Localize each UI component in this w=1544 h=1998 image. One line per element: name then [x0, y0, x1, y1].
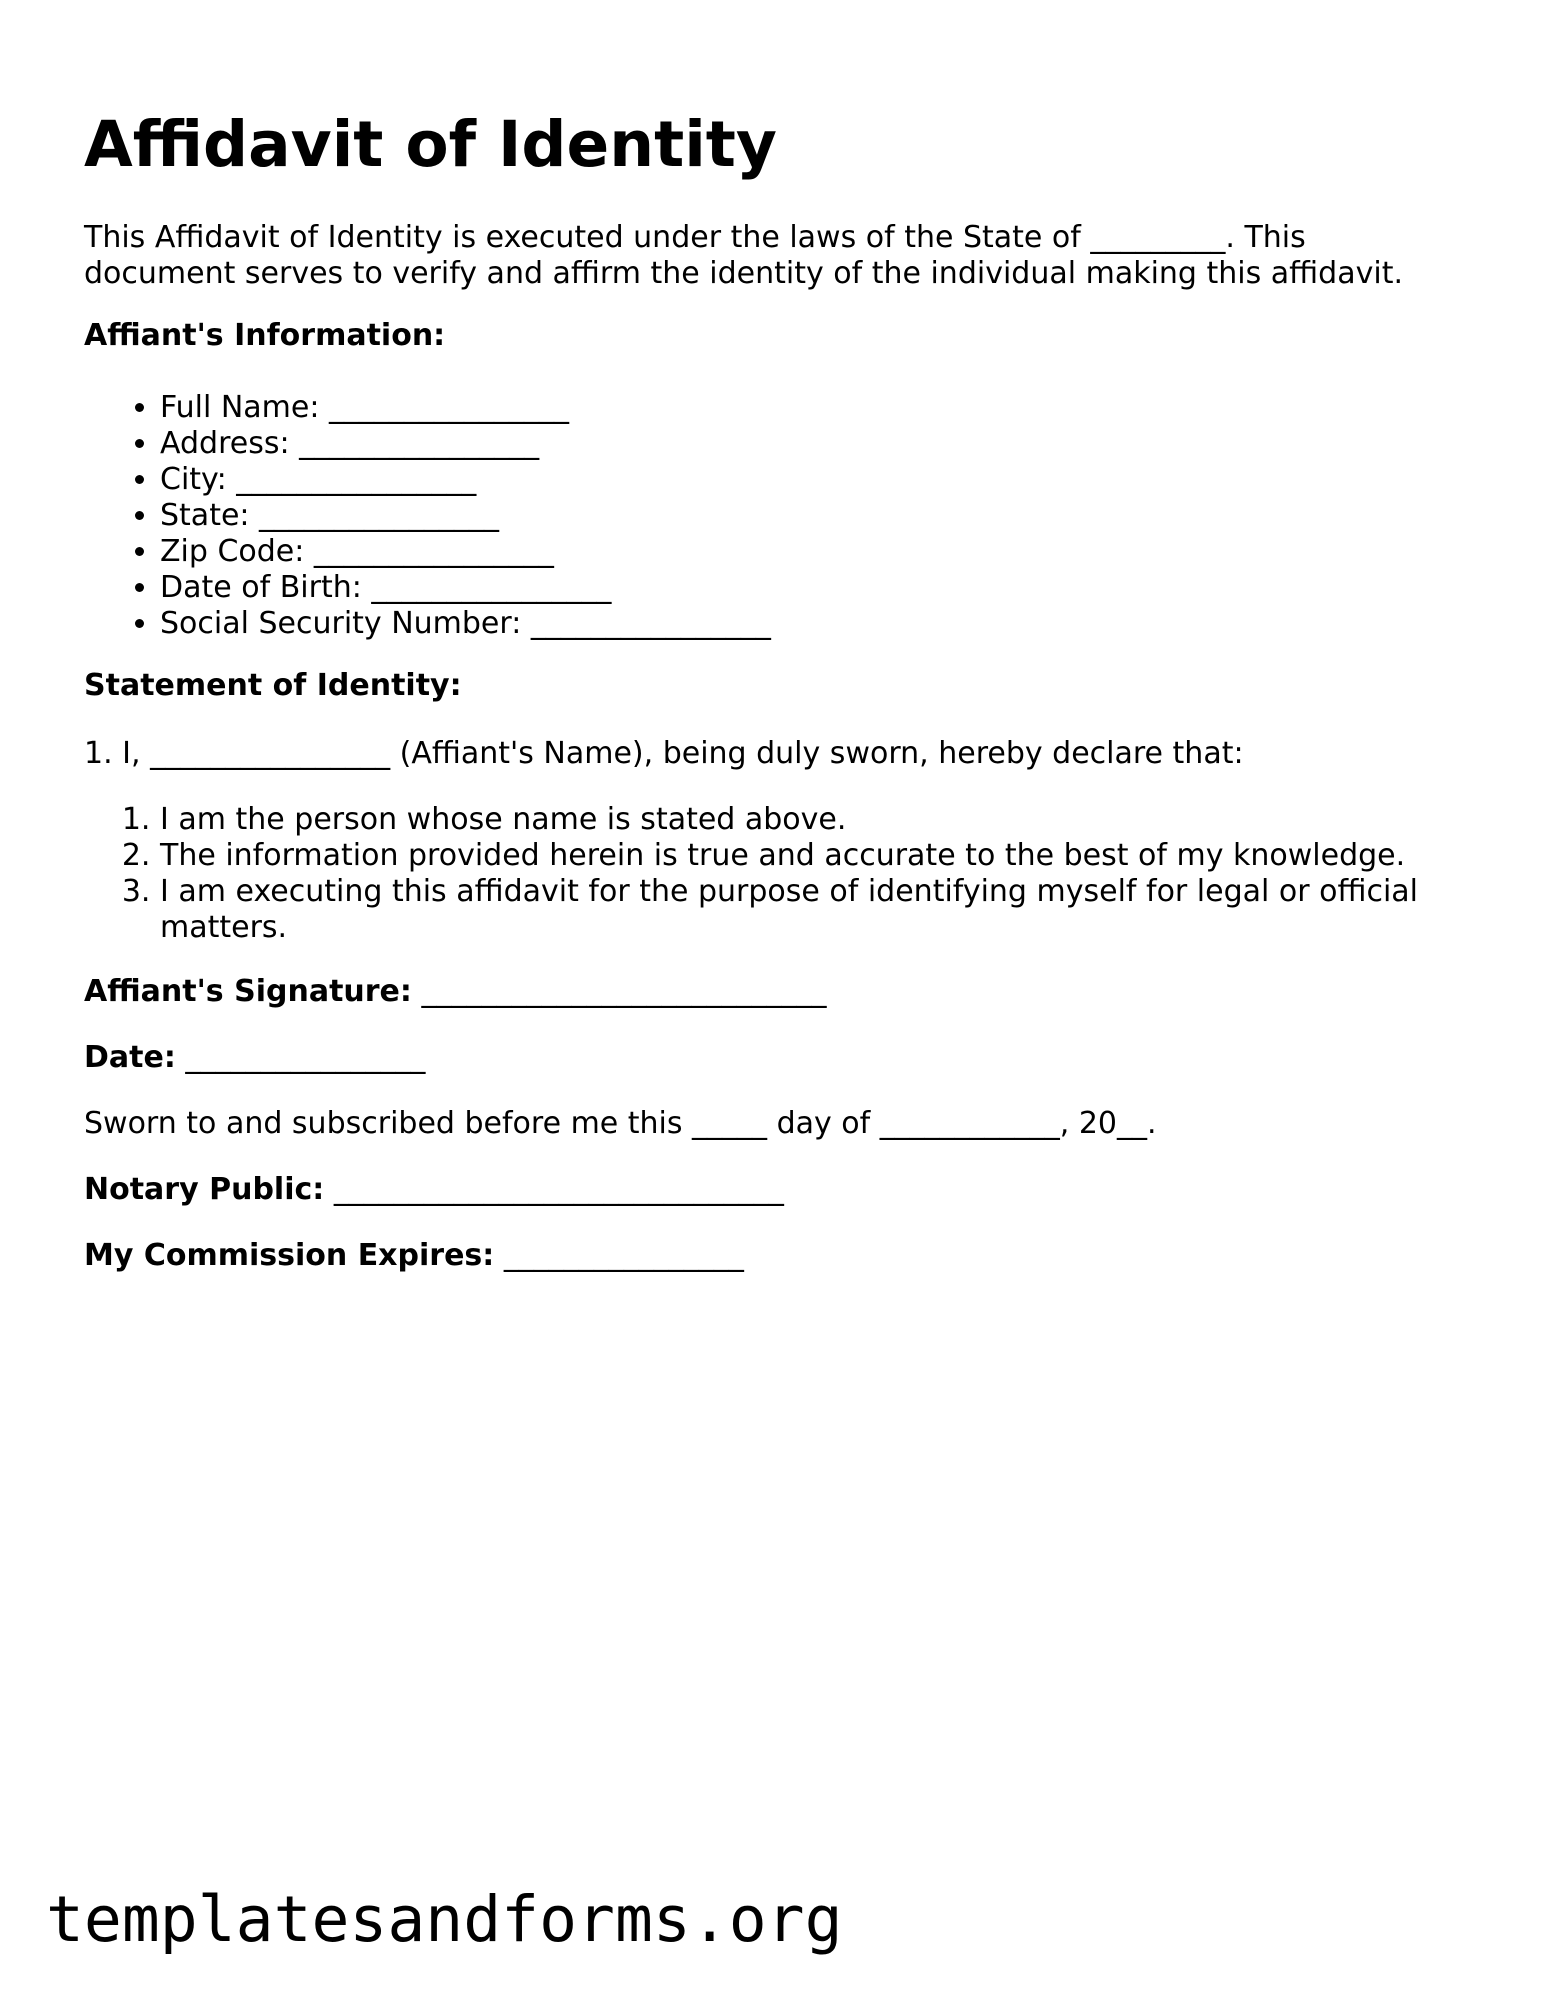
statement-item-3: 3. I am executing this affidavit for the purpose of identifying myself for legal or official matters.: [160, 874, 1540, 946]
document-title: Affidavit of Identity: [84, 108, 777, 181]
list-item-date-of-birth: • Date of Birth: ________________: [160, 570, 771, 606]
list-item-ssn: • Social Security Number: ________________: [160, 606, 771, 642]
signature-line: [84, 974, 826, 1010]
list-item-address: • Address: ________________: [160, 426, 771, 462]
affiant-info-list: [84, 390, 771, 642]
commission-label: My Commission Expires:: [84, 1238, 495, 1273]
list-item-full-name: • Full Name: ________________: [160, 390, 771, 426]
sworn-line: Sworn to and subscribed before me this _____ day of ____________, 20__.: [84, 1106, 1157, 1141]
statement-heading: Statement of Identity:: [84, 668, 462, 703]
date-label: Date:: [84, 1040, 176, 1075]
signature-label: Affiant's Signature:: [84, 974, 412, 1009]
notary-line: [84, 1172, 784, 1208]
intro-line-2: document serves to verify and affirm the identity of the individual making this affidavit.: [84, 256, 1403, 291]
list-item-zip-code: • Zip Code: ________________: [160, 534, 771, 570]
date-blank: ________________: [185, 1040, 426, 1075]
commission-blank: ________________: [503, 1238, 744, 1273]
statement-list: [84, 802, 1540, 946]
declaration-line: 1. I, ________________ (Affiant's Name), being duly sworn, hereby declare that:: [84, 736, 1244, 771]
notary-label: Notary Public:: [84, 1172, 325, 1207]
commission-line: [84, 1238, 744, 1274]
signature-blank: ___________________________: [421, 974, 827, 1009]
notary-blank: ______________________________: [333, 1172, 784, 1207]
date-line: [84, 1040, 425, 1076]
list-item-city: • City: ________________: [160, 462, 771, 498]
statement-item-1: 1. I am the person whose name is stated above.: [160, 802, 1540, 838]
list-item-state: • State: ________________: [160, 498, 771, 534]
watermark-text: templatesandforms.org: [46, 1883, 843, 1956]
statement-item-2: 2. The information provided herein is true and accurate to the best of my knowledge.: [160, 838, 1540, 874]
intro-paragraph: [84, 220, 1464, 292]
affiant-info-heading: Affiant's Information:: [84, 318, 446, 353]
intro-line-1: This Affidavit of Identity is executed under the laws of the State of _________. This: [84, 220, 1306, 255]
